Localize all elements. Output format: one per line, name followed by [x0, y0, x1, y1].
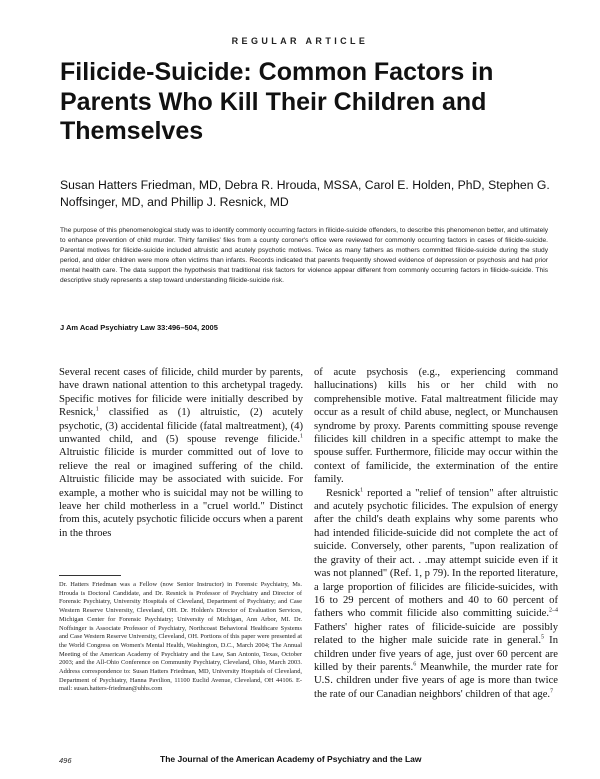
reference-marker: 2–4	[549, 607, 558, 614]
reference-marker: 1	[360, 487, 364, 494]
body-column-left	[59, 366, 303, 540]
reference-marker: 1	[300, 433, 303, 440]
reference-marker: 1	[95, 406, 99, 413]
reference-marker: 6	[413, 661, 417, 668]
citation: J Am Acad Psychiatry Law 33:496–504, 2005	[60, 323, 218, 332]
author-list: Susan Hatters Friedman, MD, Debra R. Hrouda, MSSA, Carol E. Holden, PhD, Stephen G. Noffsinger, MD, and Phillip J. Resnick, MD	[60, 178, 550, 209]
journal-name: The Journal of the American Academy of Psychiatry and the Law	[160, 754, 422, 764]
body-paragraph: Resnick$^1$ reported a "relief of tension" after altruistic and acutely psychotic filicides. The expulsion of energy after the child's death explains why some parents who had intended filicide-suicide did not complete the act of suicide. Conversely, other parents, "upon realization of the gravity of their act. . .may attempt suicide even if it was not planned" (Ref. 1, p 79). In the reported literature, a large proportion of filicides are filicide-suicides, with 16 to 29 percent of mothers and 40 to 60 percent of fathers who commit filicide also committing suicide.$^{2-4}$ Fathers' higher rates of filicide-suicide are possibly related to the higher male suicide rate in general.$^5$ In children under five years of age, just over 60 percent are killed by their parents.$^6$ Meanwhile, the murder rate for U.S. children under five years of age is more than twice the rate of our Canadian neighbors' children of that age.$^7$	[314, 487, 558, 700]
body-column-right	[314, 366, 558, 701]
page-number: 496	[59, 756, 72, 765]
footnote-divider	[59, 575, 121, 576]
body-paragraph: of acute psychosis (e.g., experiencing command hallucinations) kills his or her child with no comprehensible motive. Fatal maltreatment filicide may occur as a result of child abuse, neglect, or Munchausen syndrome by proxy. Parents committing spouse revenge filicides kill children in a specific attempt to make the spouse suffer. Furthermore, filicide may occur within the context of familicide, the extermination of the entire family.	[314, 367, 558, 486]
reference-marker: 7	[550, 688, 554, 695]
abstract: The purpose of this phenomenological study was to identify commonly occurring factors in filicide-suicide offenders, to describe this phenomenon better, and ultimately to enhance prevention of child murder. Thirty families' files from a county coroner's office were reviewed for commonly occurring factors in cases of filicide-suicide. Parental motives for filicide-suicide included altruistic and acutely psychotic motives. Twice as many fathers as mothers committed filicide-suicide during the study period, and older children were more often victims than infants. Records indicated that parents frequently showed evidence of depression or psychosis and had prior mental health care. The data support the hypothesis that traditional risk factors for violence appear different from commonly occurring factors in filicide-suicide. This descriptive study represents a step toward understanding filicide-suicide risk.	[60, 227, 548, 284]
reference-marker: 5	[541, 634, 544, 641]
article-type-label: REGULAR ARTICLE	[231, 36, 369, 46]
body-paragraph: Several recent cases of filicide, child murder by parents, have drawn national attention to this archetypal tragedy. Specific motives for filicide were initially described by Resnick,$^1$ classified as (1) altruistic, (2) acutely psychotic, (3) accidental filicide (fatal maltreatment), (4) unwanted child, and (5) spouse revenge filicide.$^1$ Altruistic filicide is murder committed out of love to relieve the real or imagined suffering of the child. Altruistic filicide may be associated with suicide. For example, a mother who is suicidal may not be willing to leave her child motherless in a "cruel world." Distinct from this, acutely psychotic filicide occurs when a parent in the throes	[59, 367, 303, 539]
article-title: Filicide-Suicide: Common Factors in Parents Who Kill Their Children and Themselves	[60, 58, 494, 145]
author-affiliations-footnote: Dr. Hatters Friedman was a Fellow (now Senior Instructor) in Forensic Psychiatry, Ms. Hrouda is Doctoral Candidate, and Dr. Resnick is Professor of Psychiatry and Director of Forensic Psychiatry, University Hospitals of Cleveland, Department of Psychiatry; and Case Western Reserve University, Cleveland, OH. Dr. Holden's Director of Evaluation Services, Michigan Center for Forensic Psychiatry; University of Michigan, Ann Arbor, MI. Dr. Noffsinger is Associate Professor of Psychiatry, Northcoast Behavioral Healthcare Systems and Case Western Reserve University, Cleveland, OH. Portions of this paper were presented at the World Congress on Women's Mental Health, Washington, D.C., March 2004; The Annual Meeting of the American Academy of Psychiatry and the Law, San Antonio, Texas, October 2003; and the All-Ohio Conference on Community Psychiatry, Cleveland, Ohio, March 2003. Address correspondence to: Susan Hatters Friedman, MD, University Hospitals of Cleveland, Department of Psychiatry, Hanna Pavilion, 11100 Euclid Avenue, Cleveland, OH 44106. E-mail: susan.hatters-friedman@uhhs.com	[59, 581, 302, 693]
